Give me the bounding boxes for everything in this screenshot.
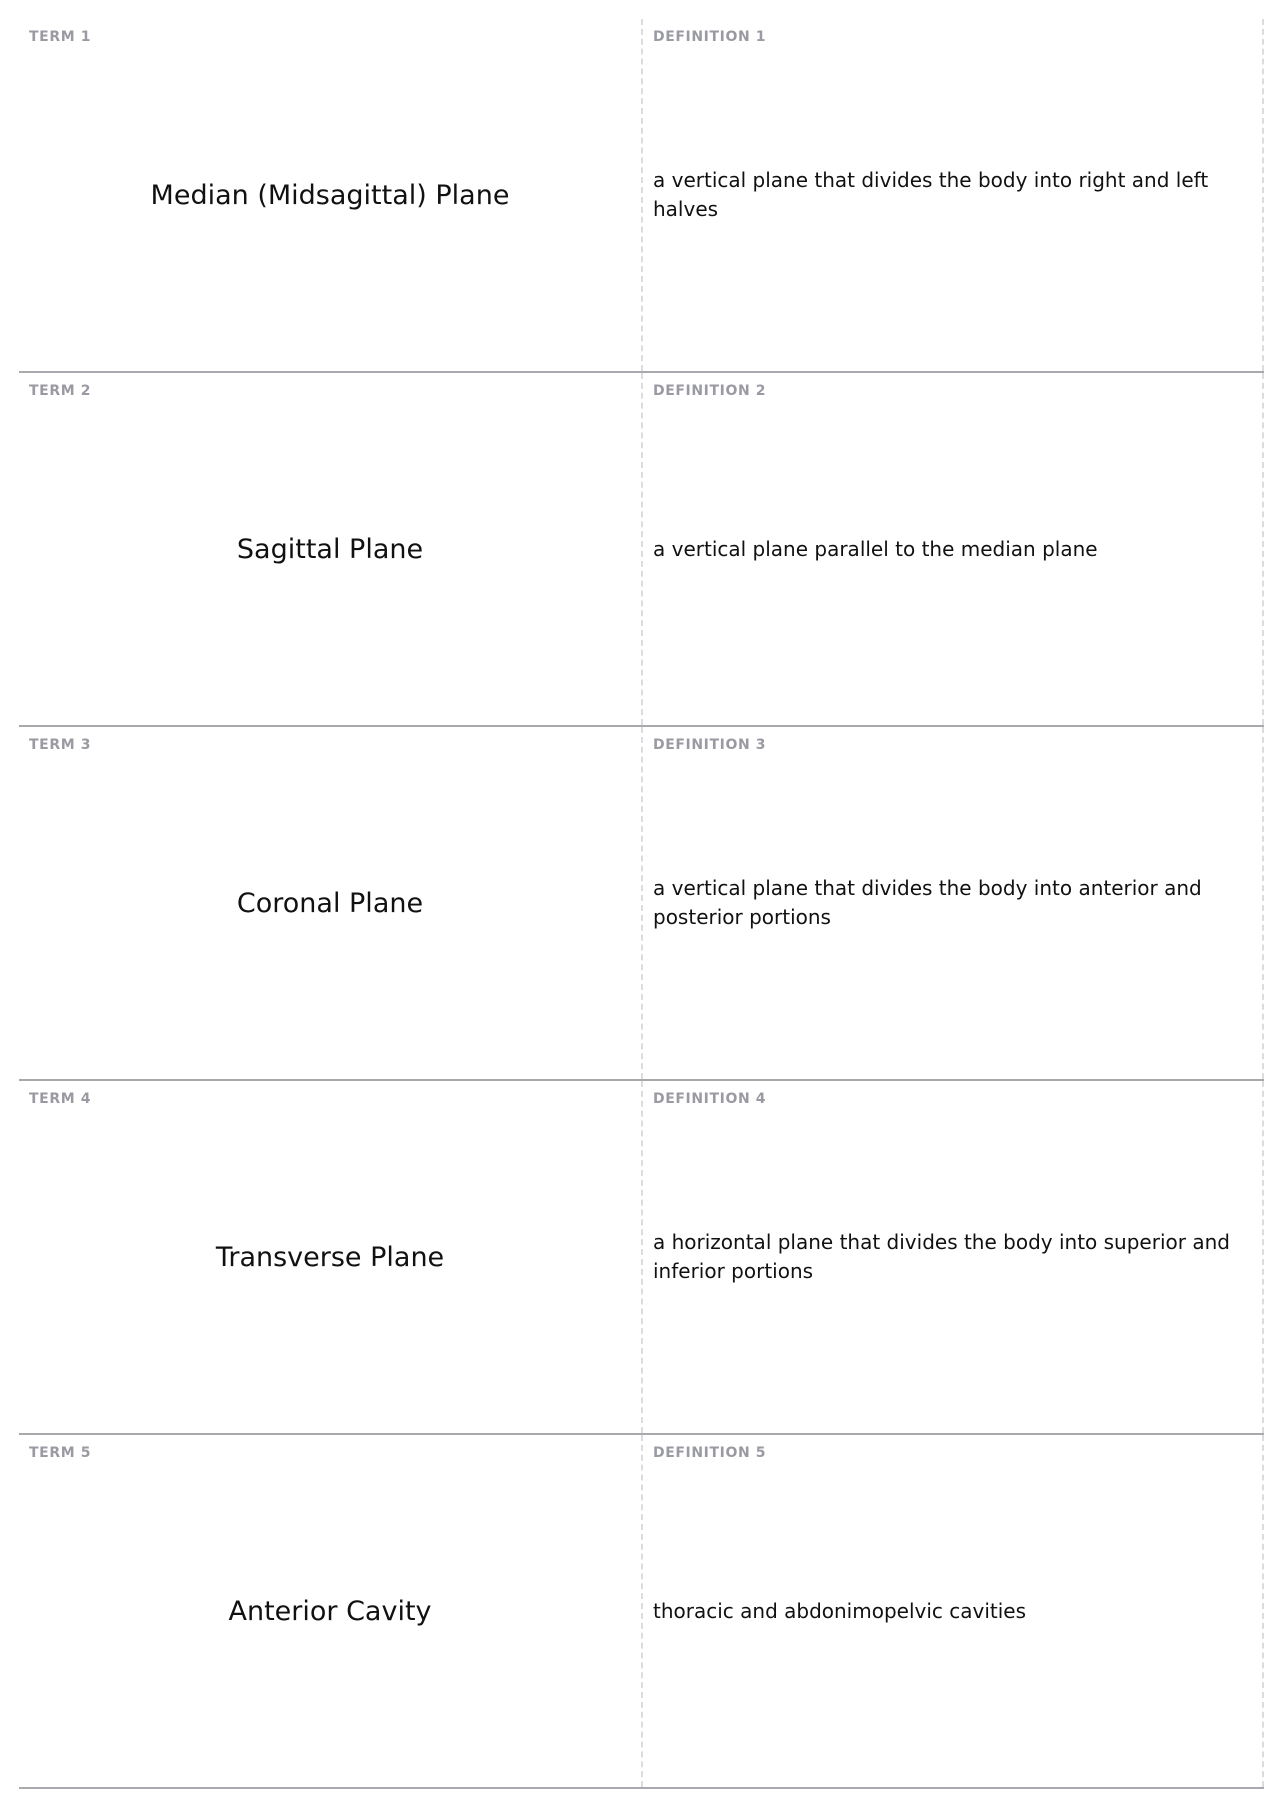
definition-label: DEFINITION 3 (653, 737, 767, 753)
term-text: Median (Midsagittal) Plane (150, 179, 510, 211)
definition-cell (643, 19, 1264, 371)
definition-text: a vertical plane parallel to the median plane (653, 536, 1098, 561)
definition-text: a vertical plane that divides the body into right and left halves (653, 168, 1209, 221)
term-cell (19, 727, 643, 1079)
definition-cell (643, 373, 1264, 725)
term-label: TERM 4 (29, 1091, 92, 1107)
definition-text: thoracic and abdonimopelvic cavities (653, 1598, 1027, 1623)
definition-cell (643, 727, 1264, 1079)
flashcard-row (19, 727, 1264, 1081)
term-cell (19, 373, 643, 725)
definition-text: a vertical plane that divides the body into anterior and posterior portions (653, 876, 1202, 929)
term-text: Anterior Cavity (228, 1595, 432, 1627)
definition-label: DEFINITION 1 (653, 29, 767, 45)
term-text: Sagittal Plane (236, 533, 424, 565)
term-text: Coronal Plane (236, 887, 424, 919)
term-cell (19, 1435, 643, 1787)
term-label: TERM 5 (29, 1445, 92, 1461)
definition-cell (643, 1081, 1264, 1433)
term-label: TERM 3 (29, 737, 92, 753)
definition-text: a horizontal plane that divides the body into superior and inferior portions (653, 1230, 1230, 1283)
term-label: TERM 1 (29, 29, 92, 45)
term-label: TERM 2 (29, 383, 92, 399)
term-cell (19, 19, 643, 371)
flashcard-row (19, 373, 1264, 727)
term-cell (19, 1081, 643, 1433)
definition-label: DEFINITION 2 (653, 383, 767, 399)
flashcard-sheet (19, 19, 1264, 1789)
flashcard-row (19, 19, 1264, 373)
definition-cell (643, 1435, 1264, 1787)
definition-label: DEFINITION 4 (653, 1091, 767, 1107)
term-text: Transverse Plane (215, 1241, 445, 1273)
flashcard-row (19, 1081, 1264, 1435)
definition-label: DEFINITION 5 (653, 1445, 767, 1461)
flashcard-row (19, 1435, 1264, 1789)
